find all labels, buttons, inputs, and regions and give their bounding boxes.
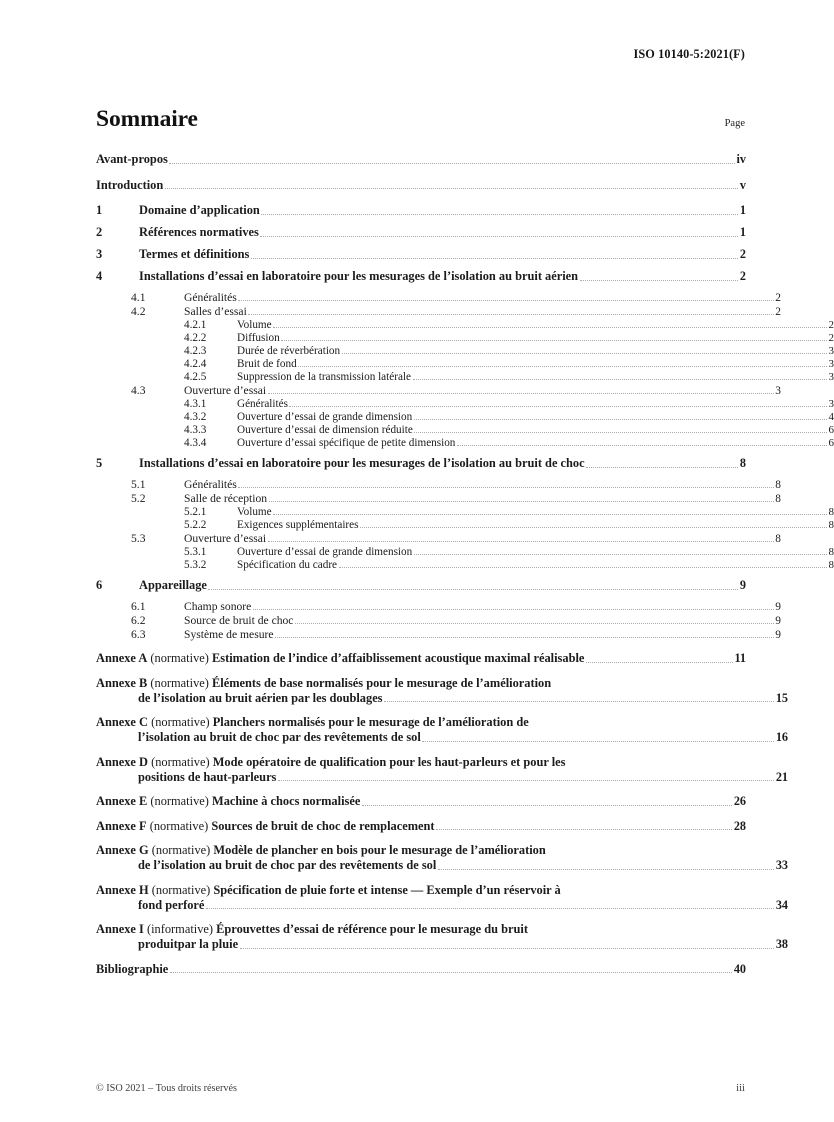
toc-entry-page: 9 [775, 601, 781, 613]
page-title: Sommaire [96, 106, 198, 132]
toc-entry[interactable] [96, 532, 781, 545]
toc-annex-line [96, 819, 746, 834]
toc-entry-page: 21 [775, 769, 788, 784]
toc-annex-line [96, 755, 746, 770]
annex-title-line: Éprouvettes d’essai de référence pour le mesurage du bruit [216, 922, 528, 936]
dot-leader [238, 300, 774, 301]
toc-entry-number: 4.3.1 [184, 398, 207, 410]
toc-entry[interactable] [96, 384, 781, 397]
toc-entry-number: 5.2.1 [184, 506, 207, 518]
dot-leader [384, 701, 774, 702]
toc-entry[interactable] [96, 492, 781, 505]
page-footer [96, 1083, 745, 1094]
toc-entry-number: 5.1 [131, 478, 146, 491]
annex-title-line: Mode opératoire de qualification pour les haut-parleurs et pour les [212, 754, 566, 769]
toc-entry-page: 3 [828, 371, 834, 383]
toc-entry[interactable] [96, 456, 746, 471]
annex-title-line: produitpar la pluie [138, 937, 239, 951]
annex-type: (normative) [150, 794, 209, 808]
toc-entry[interactable] [96, 519, 834, 531]
toc-annex-line [96, 883, 746, 898]
toc-entry-number: 1 [96, 203, 103, 217]
page-column-label: Page [724, 118, 745, 129]
toc-entry-page: 6 [828, 437, 834, 449]
document-number-header: ISO 10140-5:2021(F) [633, 47, 745, 61]
toc-entry-label: Installations d’essai en laboratoire pour les mesurages de l’isolation au bruit aérien [139, 269, 579, 283]
annex-label: Annexe H [96, 882, 149, 897]
dot-leader [362, 805, 732, 806]
toc-entry-label: Généralités [237, 398, 288, 410]
clause-list [96, 203, 834, 641]
toc-entry-page: v [739, 177, 746, 192]
toc-entry-number: 4.3 [131, 384, 146, 397]
dot-leader [281, 340, 827, 341]
toc-entry-number: 4.3.3 [184, 424, 207, 436]
toc-entry[interactable] [96, 203, 746, 218]
annex-title-line: fond perforé [138, 897, 205, 912]
annex-type: (normative) [150, 651, 209, 665]
annex-title-line: Sources de bruit de choc de remplacement [211, 818, 435, 833]
toc-entry-number: 5.2.2 [184, 519, 207, 531]
toc-entry[interactable] [96, 628, 781, 641]
toc-entry-page: 28 [733, 818, 746, 833]
annex-title-line: Éléments de base normalisés pour le mesurage de l’amélioration [212, 675, 552, 690]
toc-entry-page: 15 [775, 690, 788, 705]
toc-entry-label: Appareillage [139, 578, 207, 592]
dot-leader [261, 214, 738, 215]
toc-annex-line [96, 676, 746, 691]
toc-entry-page: 40 [733, 961, 746, 976]
dot-leader [273, 327, 827, 328]
toc-entry-number: 4.3.4 [184, 437, 207, 449]
toc-entry-page: 11 [734, 651, 746, 665]
dot-leader [289, 406, 827, 407]
toc-annex-line [96, 715, 746, 730]
toc-entry-number: 5.2 [131, 492, 146, 505]
dot-leader [580, 280, 739, 281]
toc-entry-label: Bibliographie [96, 961, 169, 976]
annex-title-line: positions de haut-parleurs [138, 769, 277, 784]
copyright-notice: © ISO 2021 – Tous droits réservés [96, 1083, 237, 1094]
toc-entry-page: 8 [828, 506, 834, 518]
toc-annex-line [96, 937, 788, 952]
annex-label: Annexe E [96, 794, 148, 808]
toc-entry-page: iv [736, 152, 746, 166]
toc-entry[interactable] [96, 291, 781, 304]
toc-entry-label: Introduction [96, 177, 164, 192]
toc-entry-number: 4.2 [131, 305, 146, 318]
toc-entry-number: 4.2.3 [184, 345, 207, 357]
annex-label: Annexe D [96, 754, 148, 769]
toc-entry-page: 34 [775, 897, 788, 912]
dot-leader [260, 236, 738, 237]
toc-entry-label: Diffusion [237, 332, 280, 344]
toc-entry-number: 5.3 [131, 532, 146, 545]
toc-annex-line [96, 922, 746, 937]
toc-entry-label: Salle de réception [184, 492, 268, 505]
annex-title-line: Planchers normalisés pour le mesurage de l’amélioration de [212, 715, 529, 729]
toc-entry-label: Source de bruit de choc [184, 614, 294, 627]
toc-annex-entry[interactable] [96, 675, 788, 706]
toc-annex-line [96, 691, 788, 706]
toc-entry-label: Volume [237, 319, 272, 331]
dot-leader [586, 467, 738, 468]
dot-leader [414, 554, 827, 555]
toc-entry-page: 33 [775, 858, 788, 872]
toc-entry-label: Ouverture d’essai de dimension réduite [237, 424, 413, 436]
dot-leader [248, 314, 774, 315]
dot-leader [295, 623, 774, 624]
dot-leader [269, 501, 774, 502]
toc-entry-label: Ouverture d’essai [184, 532, 267, 545]
dot-leader [438, 869, 775, 870]
toc-entry-number: 4 [96, 269, 103, 283]
annex-title-line: Estimation de l’indice d’affaiblissement acoustique maximal réalisable [212, 651, 585, 665]
toc-annex-entry[interactable] [96, 794, 746, 809]
dot-leader [251, 258, 739, 259]
toc-entry-page: 2 [828, 319, 834, 331]
dot-leader [360, 527, 827, 528]
toc-entry[interactable] [96, 152, 746, 167]
toc-entry-page: 2 [828, 332, 834, 344]
toc-entry-label: Durée de réverbération [237, 345, 341, 357]
toc-entry[interactable] [96, 398, 834, 410]
toc-entry[interactable] [96, 269, 746, 284]
toc-entry-number: 6.1 [131, 600, 146, 613]
annex-label: Annexe I [96, 922, 144, 936]
dot-leader [165, 188, 739, 189]
toc-entry-page: 9 [739, 578, 746, 592]
toc-entry-page: 8 [828, 519, 834, 531]
annex-type: (normative) [149, 818, 209, 833]
toc-annex-line [96, 843, 746, 858]
dot-leader [422, 741, 774, 742]
toc-annex-line [96, 898, 788, 913]
toc-annex-line [96, 858, 788, 873]
toc-entry-label: Champ sonore [184, 600, 252, 613]
annex-label: Annexe A [96, 651, 148, 665]
toc-entry[interactable] [96, 319, 834, 331]
annex-title-line: Spécification de pluie forte et intense — Exemple d’un réservoir à [213, 882, 561, 897]
toc-entry-page: 3 [828, 345, 834, 357]
toc-entry-page: 8 [828, 546, 834, 558]
toc-entry[interactable] [96, 600, 781, 613]
toc-entry-page: 9 [775, 629, 781, 641]
annex-type: (normative) [150, 675, 209, 690]
toc-entry[interactable] [96, 578, 746, 593]
dot-leader [268, 541, 774, 542]
annex-type: (normative) [151, 843, 211, 857]
toc-annex-entry[interactable] [96, 843, 788, 873]
toc-annex-entry[interactable] [96, 922, 788, 952]
front-matter-list [96, 152, 746, 193]
toc-entry-label: Avant-propos [96, 152, 168, 166]
dot-leader [436, 829, 732, 830]
dot-leader [414, 419, 827, 420]
toc-entry-page: 38 [775, 937, 788, 951]
toc-entry[interactable] [96, 559, 834, 571]
toc-entry[interactable] [96, 546, 834, 558]
dot-leader [208, 589, 738, 590]
toc-entry[interactable] [96, 247, 746, 262]
toc-entry[interactable] [96, 614, 781, 627]
toc-annex-line [96, 651, 746, 666]
toc-entry[interactable] [96, 411, 834, 423]
dot-leader [414, 432, 827, 433]
toc-entry-number: 3 [96, 247, 103, 261]
toc-entry[interactable] [96, 358, 834, 370]
toc-annex-entry[interactable] [96, 754, 788, 785]
toc-entry-label: Volume [237, 506, 272, 518]
annex-type: (normative) [151, 754, 210, 769]
dot-leader [275, 637, 774, 638]
dot-leader [342, 353, 827, 354]
toc-annex-line [96, 730, 788, 745]
annex-label: Annexe B [96, 675, 148, 690]
dot-leader [413, 379, 828, 380]
toc-entry-page: 6 [828, 424, 834, 436]
toc-entry-number: 4.3.2 [184, 411, 207, 423]
toc-entry[interactable] [96, 332, 834, 344]
toc-entry[interactable] [96, 437, 834, 449]
toc-entry-page: 3 [828, 398, 834, 410]
dot-leader [238, 487, 774, 488]
toc-entry-number: 4.2.2 [184, 332, 207, 344]
toc-entry-page: 8 [775, 533, 781, 545]
toc-entry-number: 6 [96, 578, 103, 592]
toc-entry[interactable] [96, 305, 781, 318]
annex-list [96, 651, 788, 952]
toc-entry-page: 2 [775, 292, 781, 304]
dot-leader [170, 972, 733, 973]
toc-entry-label: Termes et définitions [139, 247, 250, 261]
dot-leader [298, 366, 827, 367]
toc-entry-page: 4 [828, 411, 834, 423]
annex-title-line: de l’isolation au bruit aérien par les doublages [138, 690, 383, 705]
toc-entry-label: Exigences supplémentaires [237, 519, 359, 531]
toc-title-row [96, 108, 745, 132]
dot-leader [268, 393, 774, 394]
annex-title-line: Machine à chocs normalisée [212, 794, 361, 808]
toc-entry-page: 16 [775, 730, 788, 744]
toc-entry-number: 6.2 [131, 614, 146, 627]
toc-entry-page: 26 [733, 794, 746, 808]
toc-entry-page: 8 [775, 479, 781, 491]
toc-annex-entry[interactable] [96, 819, 746, 834]
toc-entry-label: Système de mesure [184, 628, 274, 641]
toc-entry-page: 2 [739, 269, 746, 283]
toc-entry-page: 3 [775, 385, 781, 397]
toc-entry-number: 4.2.1 [184, 319, 207, 331]
dot-leader [457, 445, 827, 446]
dot-leader [253, 609, 774, 610]
toc-bibliography-entry[interactable] [96, 962, 746, 977]
toc-entry-label: Références normatives [139, 225, 259, 239]
toc-annex-line [96, 770, 788, 785]
toc-entry-page: 2 [775, 306, 781, 318]
annex-label: Annexe F [96, 818, 147, 833]
bibliography-entry-slot [96, 962, 746, 977]
toc-entry[interactable] [96, 225, 746, 240]
dot-leader [240, 948, 775, 949]
dot-leader [273, 514, 827, 515]
toc-entry[interactable] [96, 424, 834, 436]
annex-title-line: Modèle de plancher en bois pour le mesurage de l’amélioration [213, 843, 546, 857]
toc-annex-entry[interactable] [96, 715, 788, 745]
toc-entry-page: 3 [828, 358, 834, 370]
toc-annex-line [96, 794, 746, 809]
toc-entry[interactable] [96, 371, 834, 383]
toc-entry-number: 5 [96, 456, 103, 470]
toc-annex-entry[interactable] [96, 651, 746, 666]
toc-entry-label: Ouverture d’essai de grande dimension [237, 546, 413, 558]
toc-entry-label: Bruit de fond [237, 358, 297, 370]
toc-entry-number: 4.1 [131, 291, 146, 304]
toc-entry-number: 5.3.1 [184, 546, 207, 558]
toc-entry-label: Ouverture d’essai de grande dimension [237, 411, 413, 423]
toc-entry[interactable] [96, 478, 781, 491]
toc-entry-number: 2 [96, 225, 103, 239]
annex-type: (normative) [151, 882, 211, 897]
toc-entry[interactable] [96, 178, 746, 193]
toc-entry-label: Domaine d’application [139, 203, 260, 217]
toc-entry-number: 4.2.5 [184, 371, 207, 383]
toc-entry[interactable] [96, 345, 834, 357]
toc-entry-label: Généralités [184, 478, 237, 491]
toc-entry-page: 1 [739, 203, 746, 217]
dot-leader [339, 567, 827, 568]
toc-entry-label: Ouverture d’essai [184, 384, 267, 397]
annex-label: Annexe C [96, 715, 148, 729]
annex-label: Annexe G [96, 843, 149, 857]
dot-leader [169, 163, 735, 164]
dot-leader [278, 780, 774, 781]
page-folio: iii [736, 1083, 745, 1094]
annex-type: (normative) [151, 715, 210, 729]
toc-entry-number: 6.3 [131, 628, 146, 641]
toc-entry-page: 1 [739, 225, 746, 239]
toc-entry-page: 8 [739, 456, 746, 470]
toc-entry-page: 8 [775, 493, 781, 505]
toc-entry-label: Salles d’essai [184, 305, 247, 318]
toc-annex-entry[interactable] [96, 882, 788, 913]
annex-title-line: l’isolation au bruit de choc par des revêtements de sol [138, 730, 421, 744]
toc-entry-page: 8 [828, 559, 834, 571]
dot-leader [586, 662, 733, 663]
toc-entry-label: Ouverture d’essai spécifique de petite dimension [237, 437, 456, 449]
toc-entry-label: Installations d’essai en laboratoire pour les mesurages de l’isolation au bruit de choc [139, 456, 585, 470]
toc-entry-page: 2 [739, 247, 746, 261]
toc-entry-number: 4.2.4 [184, 358, 207, 370]
toc-entry-page: 9 [775, 615, 781, 627]
dot-leader [206, 908, 774, 909]
table-of-contents [96, 152, 834, 977]
toc-entry-label: Généralités [184, 291, 237, 304]
annex-title-line: de l’isolation au bruit de choc par des revêtements de sol [138, 858, 437, 872]
annex-type: (informative) [146, 922, 214, 936]
toc-entry-label: Spécification du cadre [237, 559, 338, 571]
toc-entry[interactable] [96, 506, 834, 518]
toc-entry-label: Suppression de la transmission latérale [237, 371, 411, 383]
toc-entry-number: 5.3.2 [184, 559, 207, 571]
